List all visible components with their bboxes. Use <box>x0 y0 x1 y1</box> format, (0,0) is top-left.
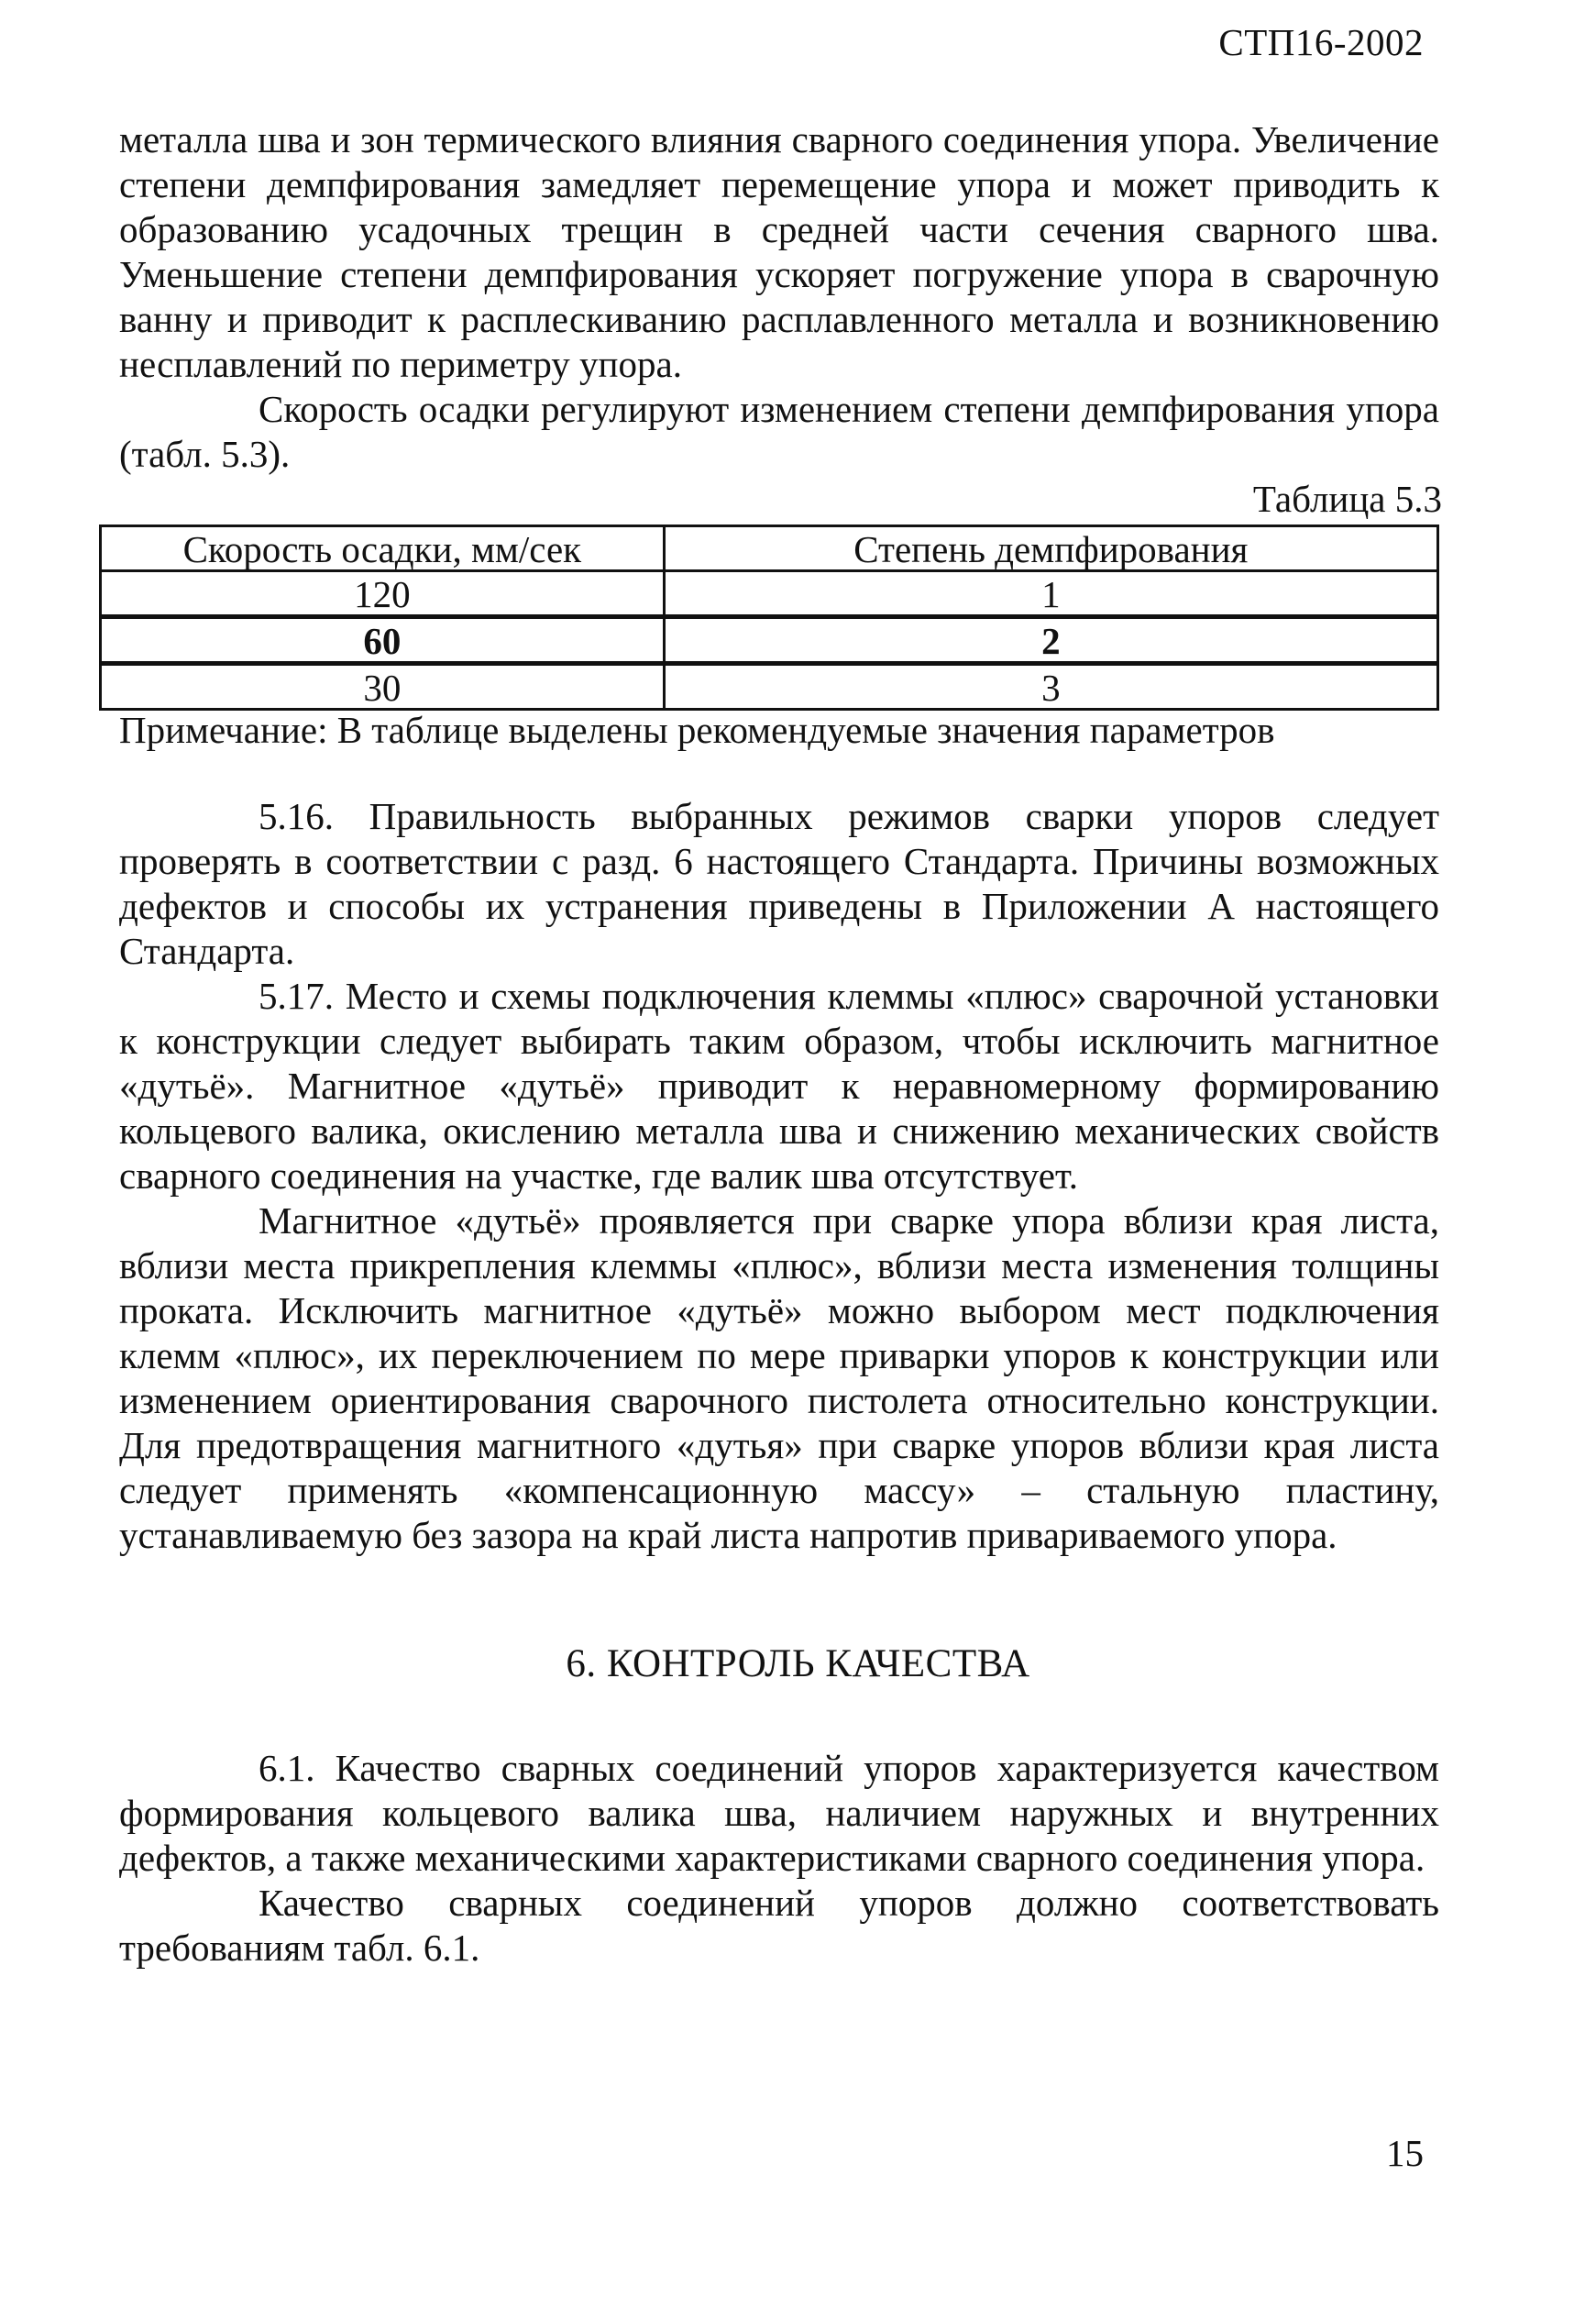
table-row <box>101 571 1438 617</box>
paragraph-quality-requirements: Качество сварных соединений упоров должно соответствовать требованиям табл. 6.1. <box>119 1882 1439 1969</box>
paragraph-6-1: 6.1. Качество сварных соединений упоров характеризуется качеством формирования кольцевого валика шва, наличием наружных и внутренних дефектов, а также механическими характеристиками сварного соединения упора. <box>119 1747 1439 1879</box>
section-6-heading: 6. КОНТРОЛЬ КАЧЕСТВА <box>566 1642 1030 1685</box>
section5-intro <box>119 117 1439 477</box>
page-number: 15 <box>1386 2132 1424 2174</box>
table-row-recommended <box>101 617 1438 664</box>
paragraph-5-17: 5.17. Место и схемы подключения клеммы «плюс» сварочной установки к конструкции следует выбирать таким образом, чтобы исключить магнитное «дутьё». Магнитное «дутьё» приводит к неравномерному формированию кольцевого валика, окислению металла шва и снижению механических свойств сварного соединения на участке, где валик шва отсутствует. <box>119 975 1439 1197</box>
paragraph-magnetic-blow: Магнитное «дутьё» проявляется при сварке упора вблизи края листа, вблизи места прикрепления клеммы «плюс», вблизи места изменения толщины проката. Исключить магнитное «дутьё» можно выбором мест подключения клемм «плюс», их переключением по мере приварки упоров к конструкции или изменением ориентирования сварочного пистолета относительно конструкции. Для предотвращения магнитного «дутья» при сварке упоров вблизи края листа следует применять «компенсационную массу» – стальную пластину, устанавливаемую без зазора на край листа напротив привариваемого упора. <box>119 1199 1439 1556</box>
paragraph-speed-regulation: Скорость осадки регулируют изменением степени демпфирования упора (табл. 5.3). <box>119 388 1439 475</box>
table-note: Примечание: В таблице выделены рекомендуемые значения параметров <box>119 709 1275 751</box>
table-cell-damping: 2 <box>664 617 1437 664</box>
paragraph-5-16: 5.16. Правильность выбранных режимов сварки упоров следует проверять в соответствии с разд. 6 настоящего Стандарта. Причины возможных дефектов и способы их устранения приведены в Приложении А настоящего Стандарта. <box>119 795 1439 972</box>
table-header-row <box>101 526 1438 571</box>
table-cell-damping: 3 <box>664 664 1437 710</box>
table-header-speed: Скорость осадки, мм/сек <box>101 526 665 571</box>
table-cell-damping: 1 <box>664 571 1437 617</box>
table-caption: Таблица 5.3 <box>1252 478 1442 520</box>
table-cell-speed: 60 <box>101 617 665 664</box>
paragraph-continuation: металла шва и зон термического влияния сварного соединения упора. Увеличение степени демпфирования замедляет перемещение упора и может приводить к образованию усадочных трещин в средней части сечения сварного шва. Уменьшение степени демпфирования ускоряет погружение упора в сварочную ванну и приводит к расплескиванию расплавленного металла и возникновению несплавлений по периметру упора. <box>119 118 1439 385</box>
table-row <box>101 664 1438 710</box>
table-cell-speed: 120 <box>101 571 665 617</box>
table-header-damping: Степень демпфирования <box>664 526 1437 571</box>
damping-table <box>99 525 1439 711</box>
document-code: СТП16-2002 <box>1218 21 1424 63</box>
section6-body <box>119 1746 1439 1971</box>
table-cell-speed: 30 <box>101 664 665 710</box>
section5-clauses <box>119 794 1439 1558</box>
